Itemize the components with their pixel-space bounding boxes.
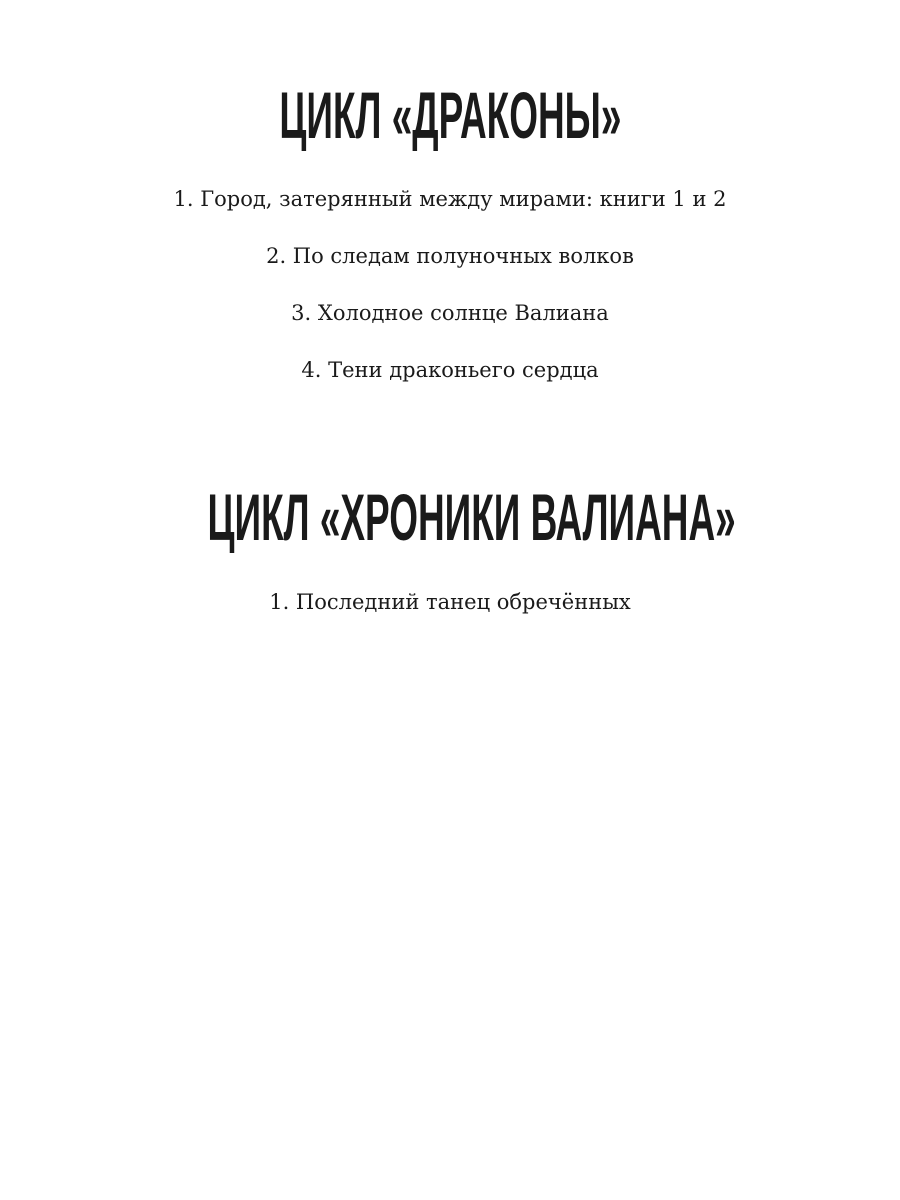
book-list-item: 1. Последний танец обречённых [269, 590, 631, 614]
series-title-text: ЦИКЛ «ДРАКОНЫ» [278, 78, 622, 152]
series-title-chronicles [0, 480, 900, 554]
book-list-item: 3. Холодное солнце Валиана [291, 301, 609, 325]
book-list-item: 2. По следам полуночных волков [266, 244, 634, 268]
book-list-item: 1. Город, затерянный между мирами: книги 1 и 2 [173, 187, 727, 211]
book-list-item: 4. Тени драконьего сердца [301, 358, 599, 382]
series-title-text: ЦИКЛ «ХРОНИКИ ВАЛИАНА» [207, 480, 736, 554]
series-title-dragons [0, 78, 900, 152]
